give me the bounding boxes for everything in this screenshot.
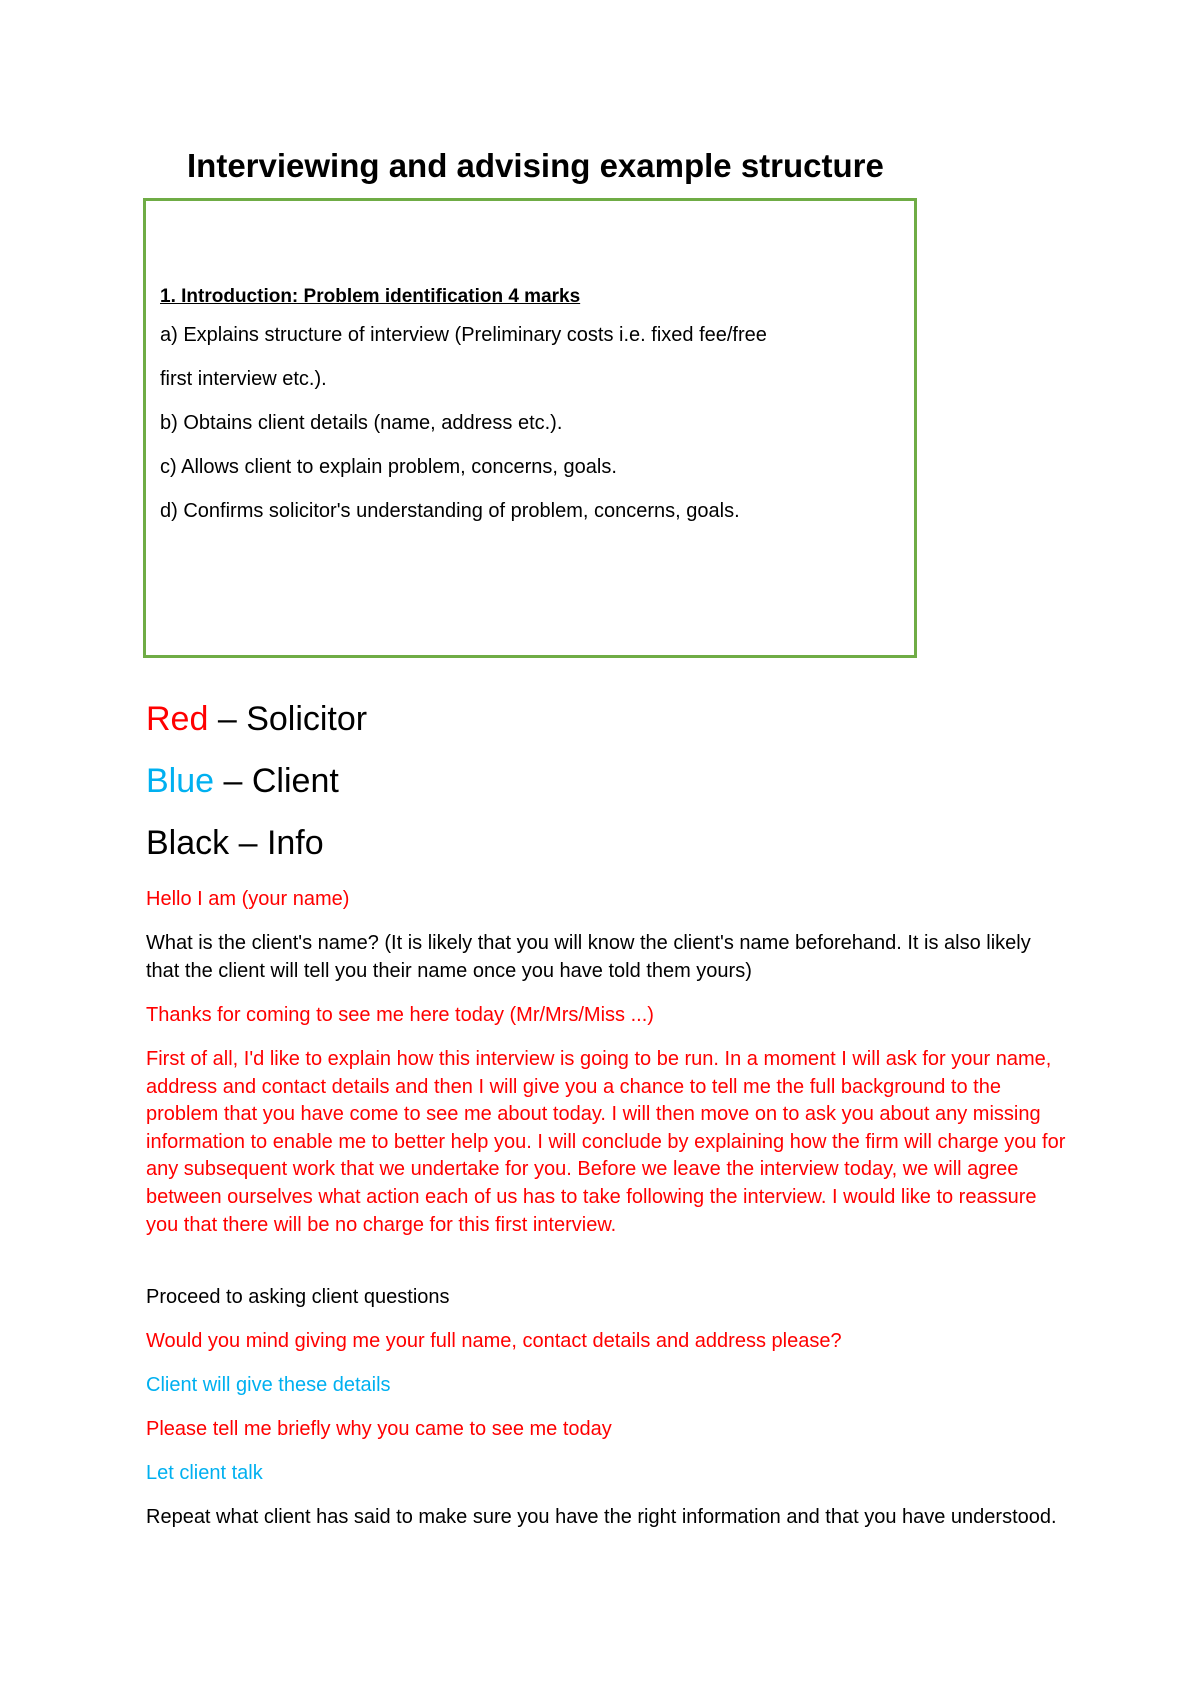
script-info-client-name: What is the client's name? (It is likely that you will know the client's name beforehand. It is also likely that the client will tell you their name once you have told them yours) bbox=[146, 932, 1031, 982]
criteria-item-b: b) Obtains client details (name, address etc.). bbox=[160, 412, 563, 434]
criteria-item-a: a) Explains structure of interview (Preliminary costs i.e. fixed fee/free bbox=[160, 324, 767, 346]
legend-info bbox=[146, 821, 324, 865]
criteria-item-d: d) Confirms solicitor's understanding of problem, concerns, goals. bbox=[160, 500, 740, 522]
script-solicitor-ask-details: Would you mind giving me your full name, contact details and address please? bbox=[146, 1330, 842, 1352]
script-solicitor-explanation: First of all, I'd like to explain how this interview is going to be run. In a moment I will ask for your name, address and contact details and then I will give you a chance to tell me the full background to the problem that you have come to see me about today. I will then move on to ask you about any missing information to enable me to better help you. I will conclude by explaining how the firm will charge you for any subsequent work that we undertake for you. Before we leave the interview today, we will agree between ourselves what action each of us has to take following the interview. I would like to reassure you that there will be no charge for this first interview. bbox=[146, 1048, 1066, 1236]
criteria-item-c: c) Allows client to explain problem, concerns, goals. bbox=[160, 456, 617, 478]
script-client-talk: Let client talk bbox=[146, 1462, 263, 1484]
legend-separator: – bbox=[229, 824, 267, 862]
legend-key-red: Red bbox=[146, 700, 209, 738]
legend-label-solicitor: Solicitor bbox=[246, 700, 368, 738]
legend-key-black: Black bbox=[146, 824, 230, 862]
script-client-details: Client will give these details bbox=[146, 1374, 391, 1396]
marking-criteria-box bbox=[143, 198, 917, 658]
legend-label-client: Client bbox=[251, 762, 339, 800]
criteria-item-a-continued: first interview etc.). bbox=[160, 368, 327, 390]
criteria-heading: 1. Introduction: Problem identification 4 marks bbox=[160, 286, 581, 307]
script-info-proceed: Proceed to asking client questions bbox=[146, 1286, 450, 1308]
legend-separator: – bbox=[214, 762, 252, 800]
legend-client bbox=[146, 759, 339, 803]
legend-separator: – bbox=[208, 700, 247, 738]
legend-key-blue: Blue bbox=[146, 762, 215, 800]
page-title: Interviewing and advising example structure bbox=[187, 147, 884, 184]
script-solicitor-greeting: Hello I am (your name) bbox=[146, 888, 350, 910]
legend-solicitor bbox=[146, 697, 367, 741]
script-solicitor-thanks: Thanks for coming to see me here today (Mr/Mrs/Miss ...) bbox=[146, 1004, 654, 1026]
script-solicitor-ask-reason: Please tell me briefly why you came to see me today bbox=[146, 1418, 612, 1440]
legend-label-info: Info bbox=[266, 824, 324, 862]
script-info-repeat: Repeat what client has said to make sure you have the right information and that you have understood. bbox=[146, 1506, 1057, 1528]
